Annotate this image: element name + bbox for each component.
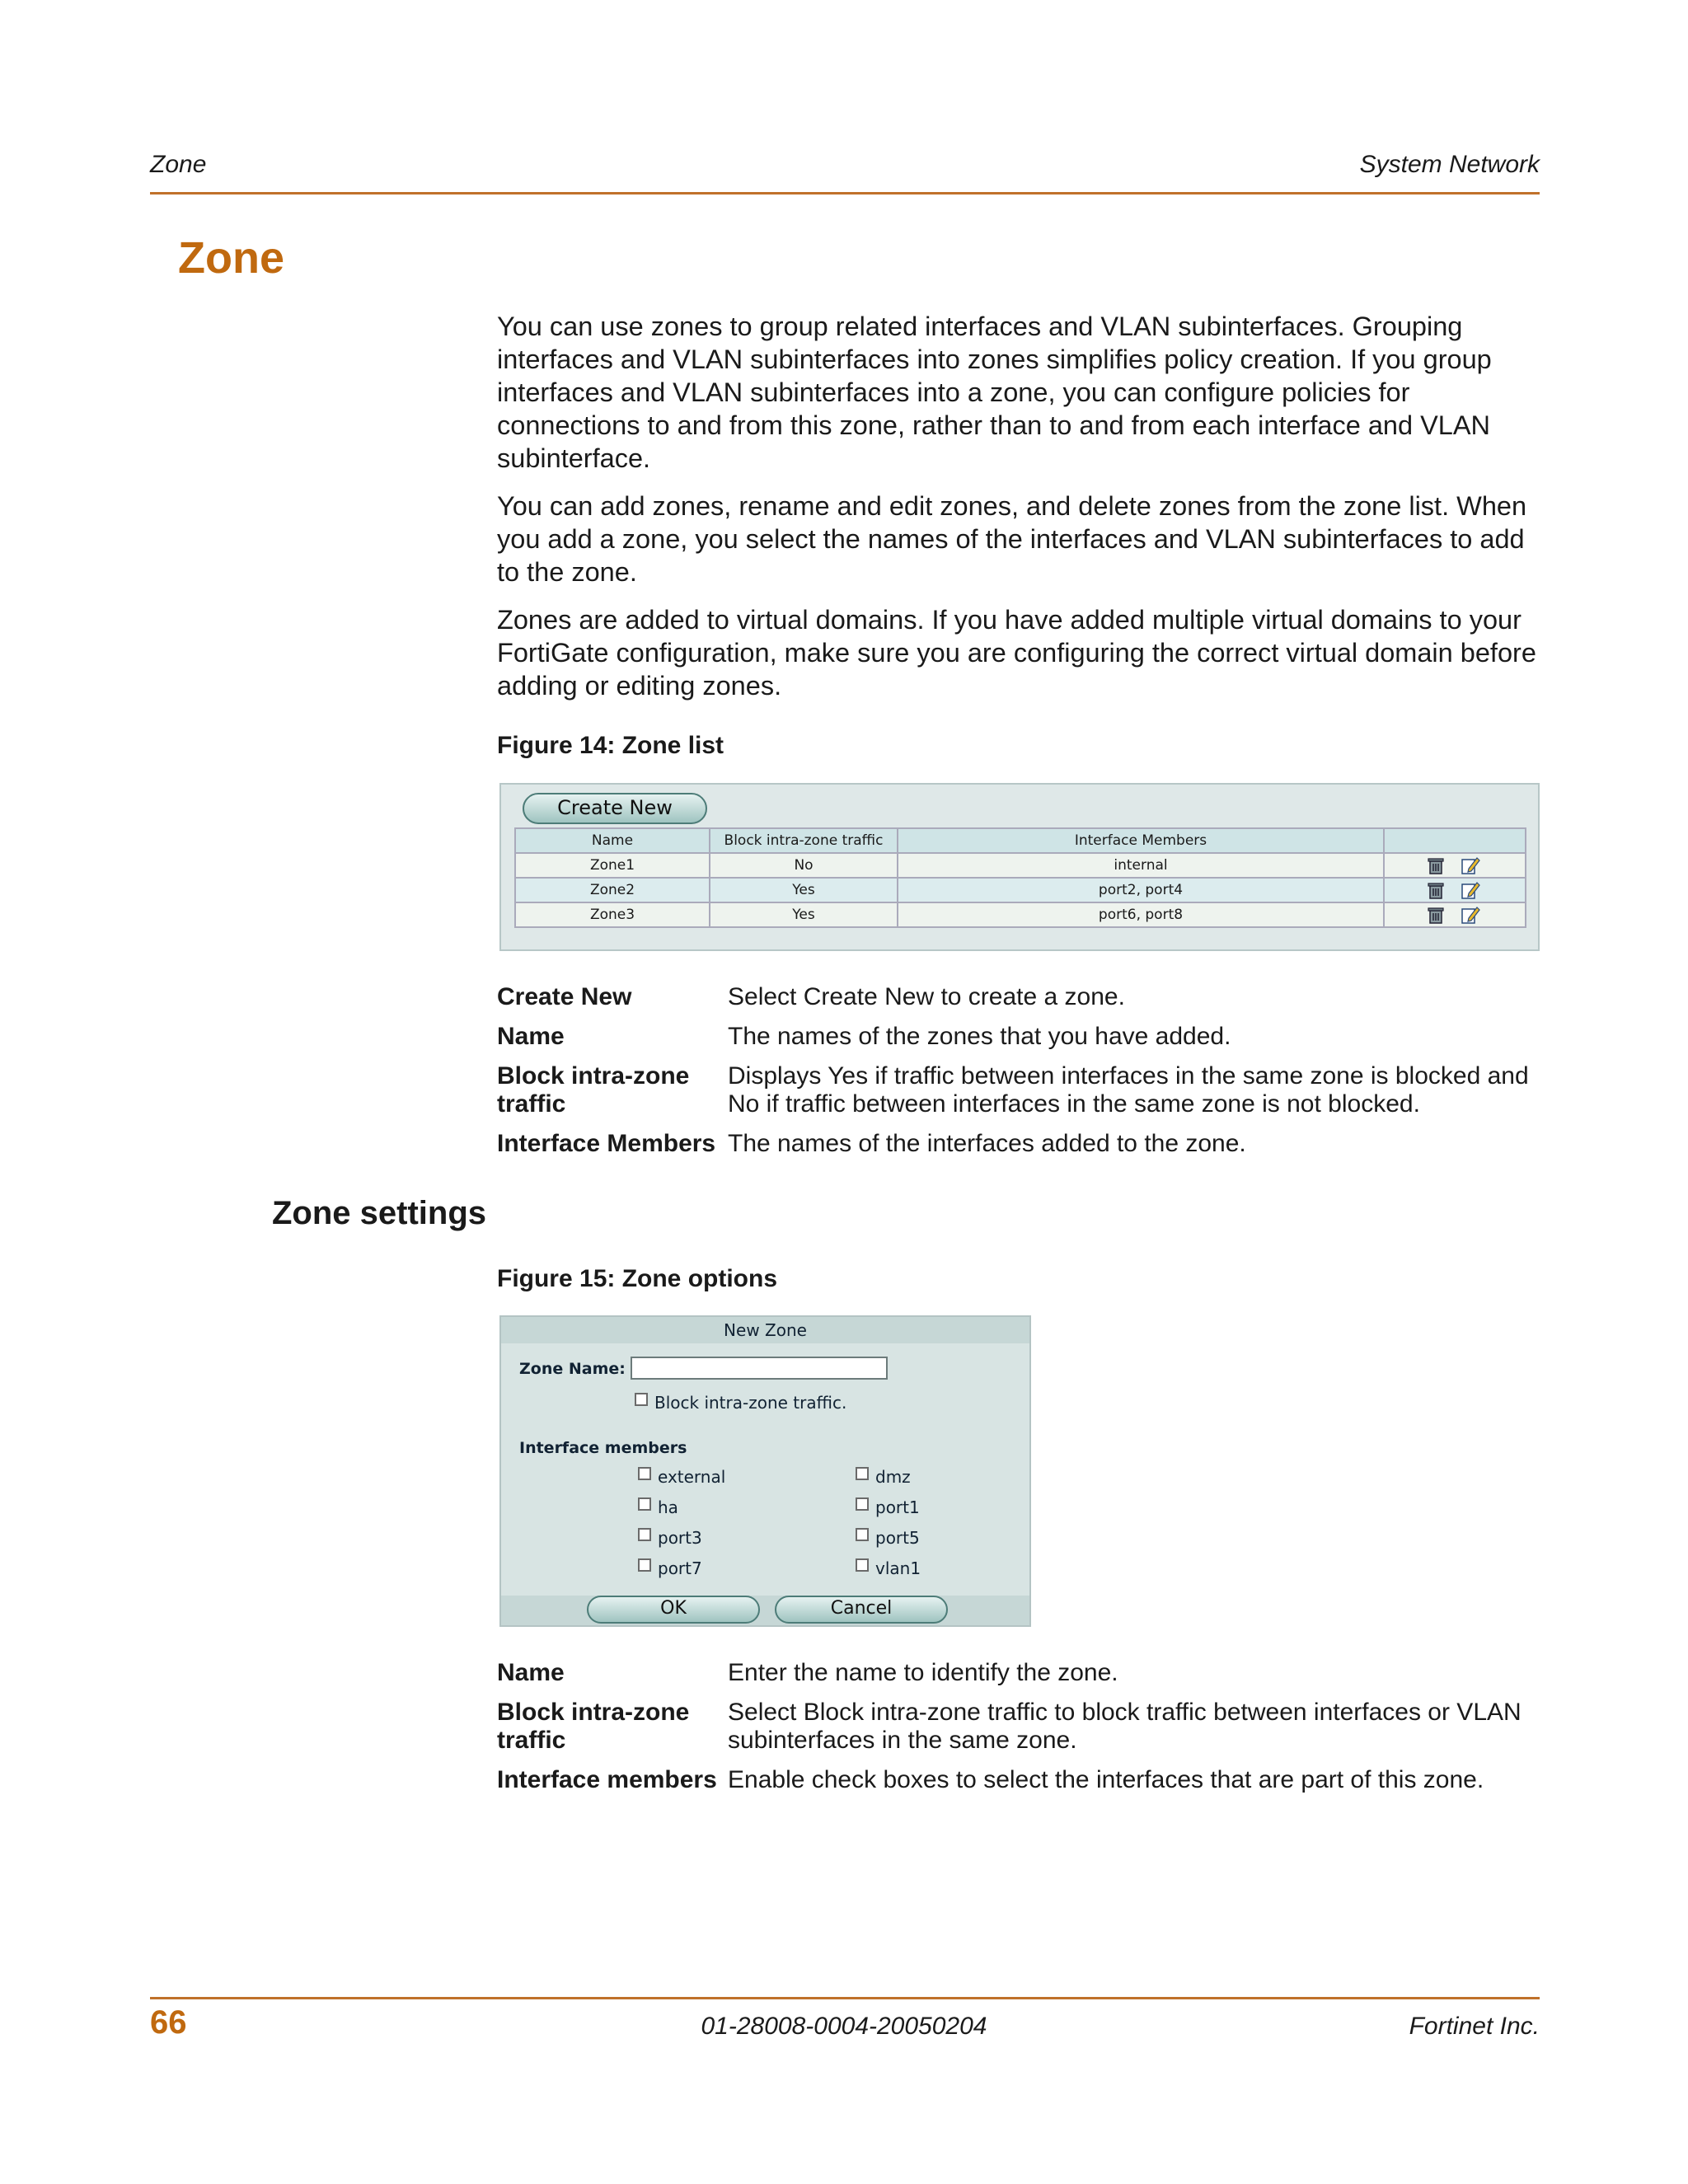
definition-term: Create New — [497, 983, 632, 1010]
interface-checkbox[interactable] — [638, 1467, 651, 1480]
page-title: Zone — [178, 233, 284, 283]
zone-name-cell: Zone3 — [515, 902, 710, 927]
interface-label: port5 — [875, 1528, 920, 1548]
definition-row — [497, 1699, 1537, 1766]
zone-members-cell: port6, port8 — [898, 902, 1384, 927]
interface-label: port7 — [658, 1558, 702, 1578]
zone-name-label: Zone Name: — [519, 1360, 626, 1378]
document-id: 01-28008-0004-20050204 — [701, 2013, 987, 2040]
definition-desc: Select Block intra-zone traffic to block traffic between interfaces or VLAN subinterfaces in the same zone. — [728, 1699, 1522, 1754]
zone-actions-cell — [1384, 902, 1526, 927]
column-header-name: Name — [515, 828, 710, 853]
interface-option-external[interactable] — [638, 1467, 725, 1487]
new-zone-dialog — [499, 1315, 1031, 1627]
zone-name-cell: Zone1 — [515, 853, 710, 878]
delete-icon[interactable] — [1426, 905, 1446, 925]
definition-desc: The names of the zones that you have added. — [728, 1023, 1231, 1050]
block-intra-zone-label: Block intra-zone traffic. — [654, 1393, 847, 1413]
definition-desc: Enter the name to identify the zone. — [728, 1659, 1118, 1686]
definition-term: Block intra-zone traffic — [497, 1062, 690, 1118]
zone-name-cell: Zone2 — [515, 878, 710, 902]
header-rule — [150, 192, 1540, 194]
zone-settings-definitions — [497, 1659, 1537, 1806]
company-name: Fortinet Inc. — [1409, 2013, 1540, 2040]
intro-paragraph-2: You can add zones, rename and edit zones, and delete zones from the zone list. When you add a zone, you select the names of the interfaces and VLAN subinterfaces to add to the zone. — [497, 491, 1527, 587]
interface-label: dmz — [875, 1467, 911, 1487]
delete-icon[interactable] — [1426, 880, 1446, 900]
zone-list-table — [514, 827, 1526, 928]
interface-option-port1[interactable] — [856, 1497, 920, 1517]
edit-icon[interactable] — [1461, 905, 1480, 925]
footer-rule — [150, 1997, 1540, 1999]
interface-members-label: Interface members — [519, 1439, 687, 1457]
interface-checkbox[interactable] — [856, 1497, 869, 1511]
header-section: Zone — [150, 151, 207, 178]
interface-label: port3 — [658, 1528, 702, 1548]
block-intra-zone-option[interactable] — [635, 1393, 846, 1413]
block-intra-zone-checkbox[interactable] — [635, 1393, 648, 1406]
table-row — [515, 878, 1526, 902]
definition-desc: The names of the interfaces added to the zone. — [728, 1130, 1246, 1157]
zone-members-cell: port2, port4 — [898, 878, 1384, 902]
cancel-button[interactable]: Cancel — [775, 1596, 948, 1624]
page-number: 66 — [150, 2004, 187, 2041]
interface-checkbox[interactable] — [856, 1467, 869, 1480]
edit-icon[interactable] — [1461, 880, 1480, 900]
definition-row — [497, 1766, 1537, 1806]
interface-option-vlan1[interactable] — [856, 1558, 921, 1578]
zone-list-definitions — [497, 983, 1537, 1169]
table-row — [515, 902, 1526, 927]
definition-desc: Displays Yes if traffic between interfaces in the same zone is blocked and No if traffic between interfaces in the same zone is not blocked. — [728, 1062, 1529, 1118]
section-heading-zone-settings: Zone settings — [272, 1195, 487, 1231]
interface-option-dmz[interactable] — [856, 1467, 911, 1487]
zone-list-header-row — [515, 828, 1526, 853]
definition-term: Block intra-zone traffic — [497, 1699, 690, 1754]
definition-row — [497, 1062, 1537, 1130]
interface-option-port5[interactable] — [856, 1528, 920, 1548]
interface-checkbox[interactable] — [638, 1558, 651, 1572]
definition-term: Interface Members — [497, 1130, 716, 1157]
create-new-button[interactable]: Create New — [523, 793, 707, 824]
interface-label: external — [658, 1467, 726, 1487]
definition-desc: Select Create New to create a zone. — [728, 983, 1125, 1010]
definition-desc: Enable check boxes to select the interfaces that are part of this zone. — [728, 1766, 1484, 1793]
zone-list-screenshot — [499, 783, 1540, 951]
intro-paragraph-1: You can use zones to group related interfaces and VLAN subinterfaces. Grouping interfaces and VLAN subinterfaces into zones simplifies policy creation. If you group interfaces and VLAN subinterfaces into a zone, you can configure policies for connections to and from this zone, rather than to and from each interface and VLAN subinterface. — [497, 312, 1492, 473]
figure-15-caption: Figure 15: Zone options — [497, 1265, 778, 1292]
intro-paragraph-3: Zones are added to virtual domains. If you have added multiple virtual domains to your FortiGate configuration, make sure you are configuring the correct virtual domain before adding or editing zones. — [497, 605, 1536, 701]
table-row — [515, 853, 1526, 878]
interface-option-ha[interactable] — [638, 1497, 678, 1517]
interface-label: port1 — [875, 1497, 920, 1517]
definition-row — [497, 1023, 1537, 1062]
interface-checkbox[interactable] — [638, 1497, 651, 1511]
zone-name-input[interactable] — [631, 1357, 888, 1380]
definition-row — [497, 1659, 1537, 1699]
interface-checkbox[interactable] — [856, 1528, 869, 1541]
zone-members-cell: internal — [898, 853, 1384, 878]
delete-icon[interactable] — [1426, 855, 1446, 875]
definition-term: Name — [497, 1023, 565, 1050]
definition-term: Interface members — [497, 1766, 717, 1793]
zone-block-cell: No — [710, 853, 898, 878]
zone-actions-cell — [1384, 853, 1526, 878]
definition-term: Name — [497, 1659, 565, 1686]
column-header-block: Block intra-zone traffic — [710, 828, 898, 853]
zone-actions-cell — [1384, 878, 1526, 902]
interface-checkbox[interactable] — [638, 1528, 651, 1541]
interface-label: vlan1 — [875, 1558, 921, 1578]
figure-14-caption: Figure 14: Zone list — [497, 732, 724, 759]
edit-icon[interactable] — [1461, 855, 1480, 875]
dialog-title: New Zone — [501, 1317, 1029, 1343]
column-header-actions — [1384, 828, 1526, 853]
interface-option-port7[interactable] — [638, 1558, 702, 1578]
interface-option-port3[interactable] — [638, 1528, 702, 1548]
interface-checkbox[interactable] — [856, 1558, 869, 1572]
definition-row — [497, 1130, 1537, 1169]
dialog-footer — [501, 1596, 1029, 1625]
column-header-members: Interface Members — [898, 828, 1384, 853]
header-chapter: System Network — [1359, 151, 1540, 178]
interface-label: ha — [658, 1497, 678, 1517]
zone-block-cell: Yes — [710, 878, 898, 902]
definition-row — [497, 983, 1537, 1023]
zone-block-cell: Yes — [710, 902, 898, 927]
ok-button[interactable]: OK — [587, 1596, 760, 1624]
